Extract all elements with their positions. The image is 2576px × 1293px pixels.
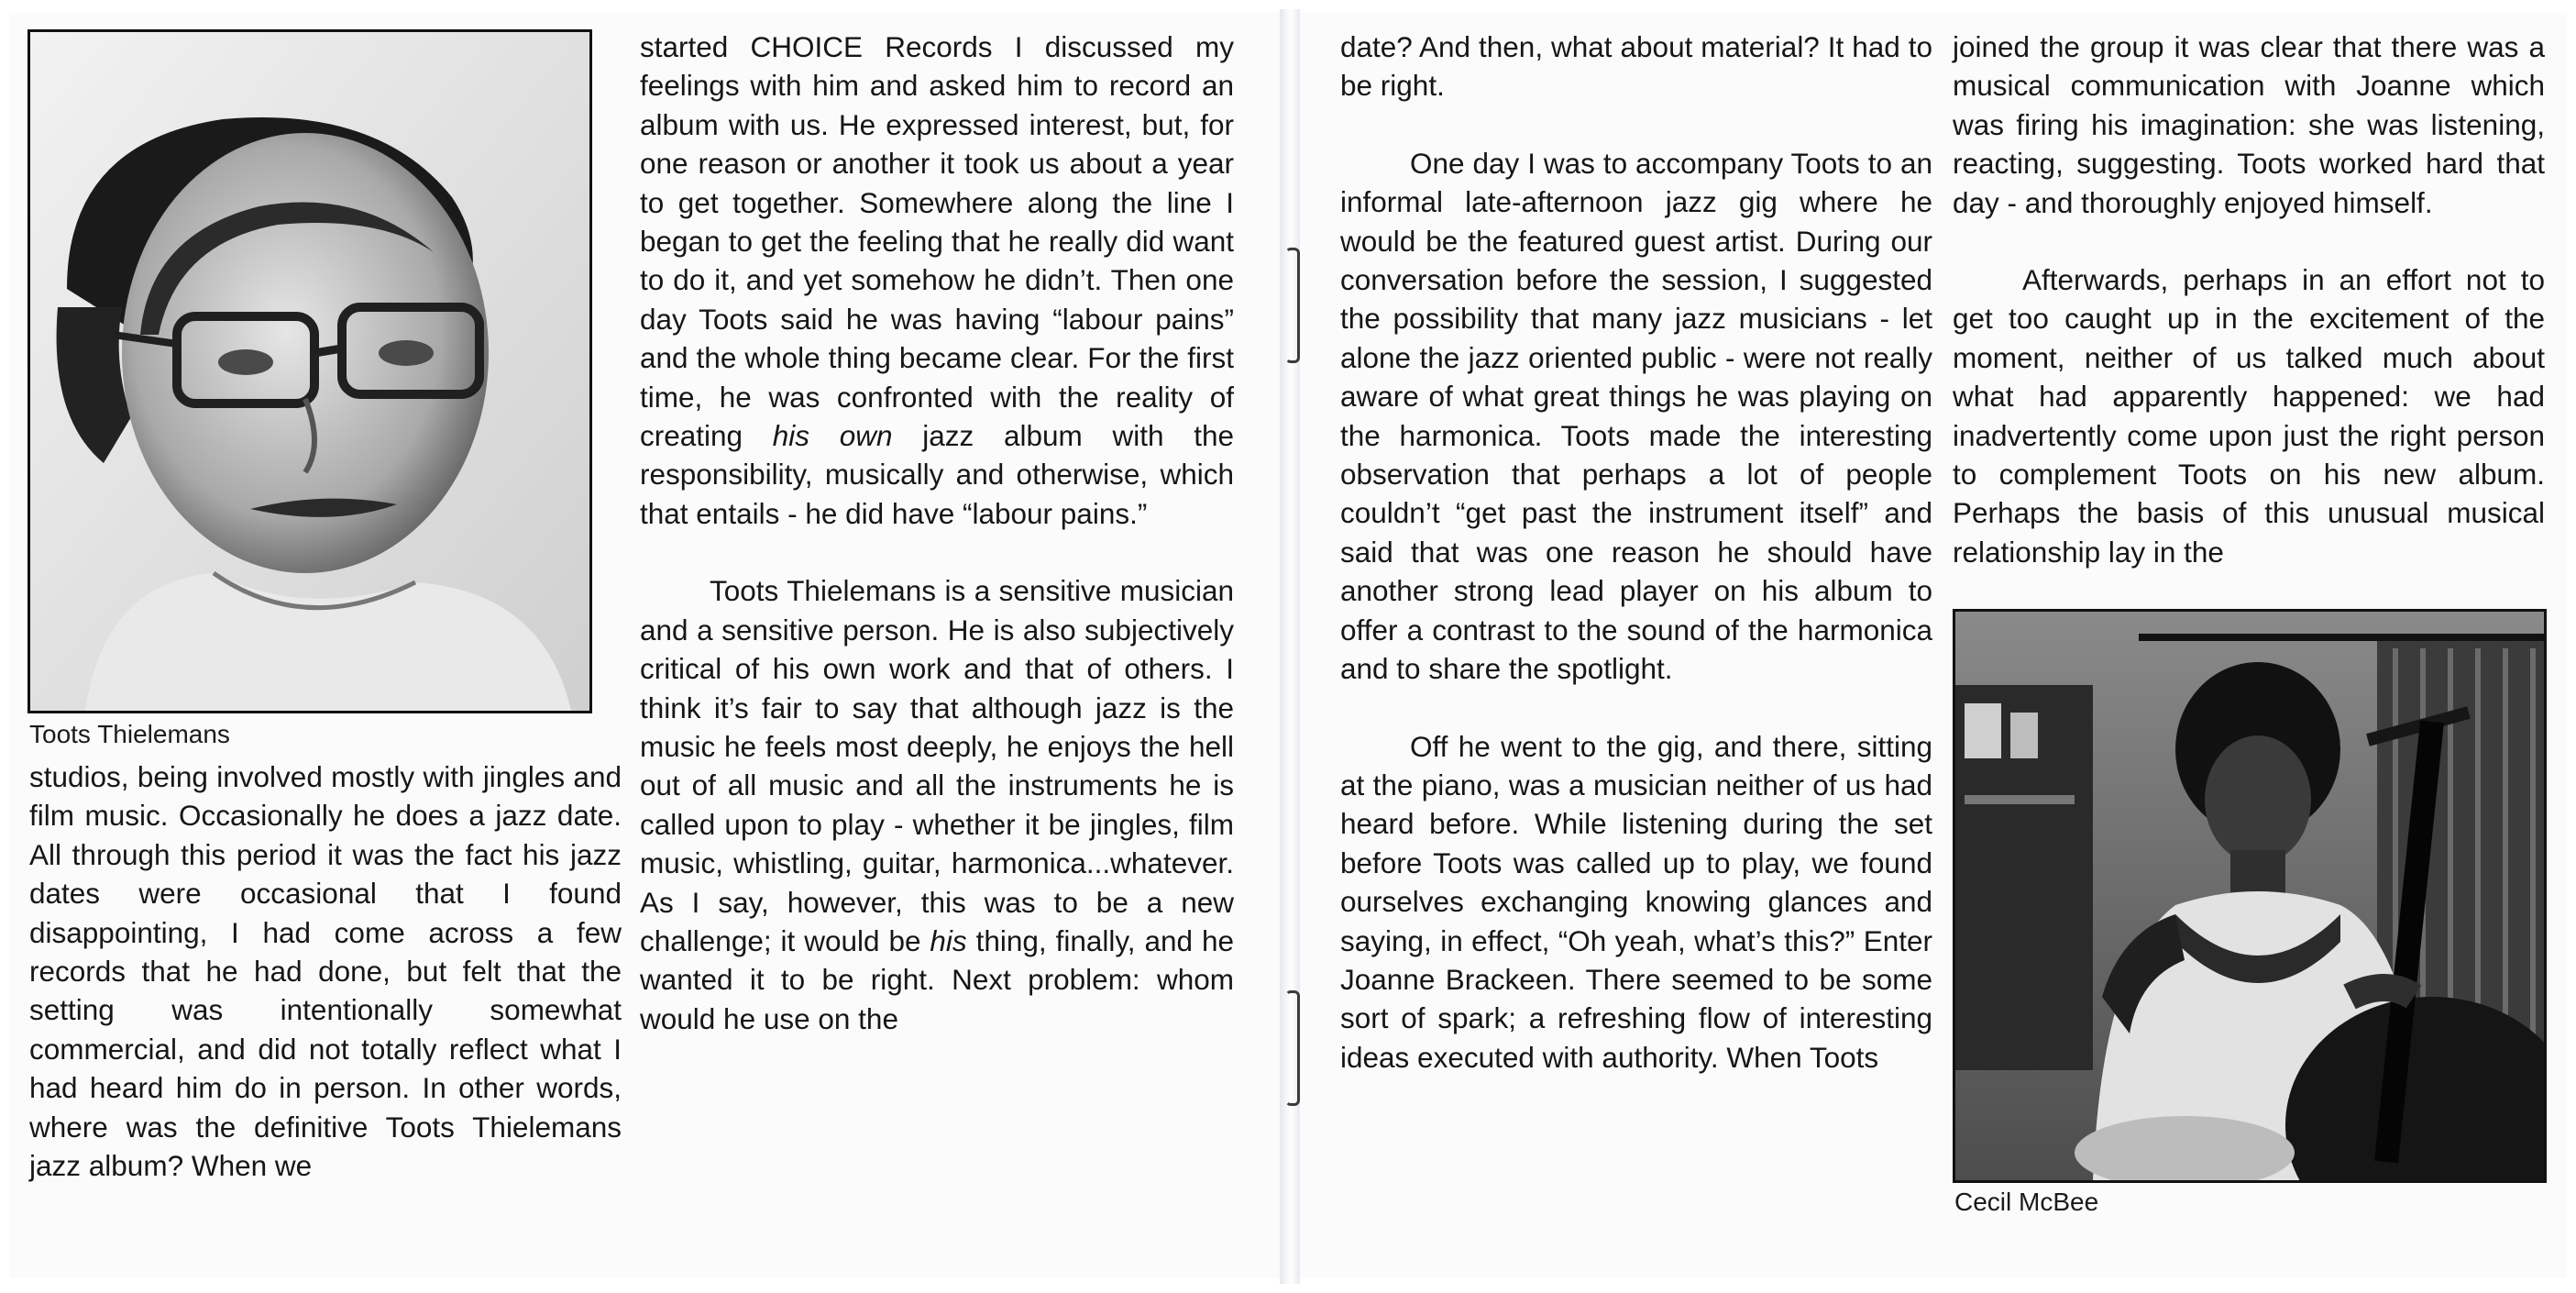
paragraph: One day I was to accompany Toots to an informal late-afternoon jazz gig where he would be the featured guest artist. During our conversation before the session, I suggested the possibility that many jazz musicians - let alone the jazz oriented public - were not really aware of what great things he was playing on the harmonica. Toots made the interesting observation that perhaps a lot of people couldn’t “get past the instrument itself” and said that was one reason he should have another strong lead player on his album to offer a contrast to the sound of the harmonica and to share the spotlight. xyxy=(1340,146,1932,686)
article-column-2 xyxy=(640,28,1234,1038)
photo-caption-toots: Toots Thielemans xyxy=(29,720,230,748)
emphasis-text: his own xyxy=(772,419,893,453)
staple-top xyxy=(1285,248,1300,363)
article-column-1 xyxy=(29,757,622,1185)
text-run: Toots Thielemans is a sensitive musician and a sensitive person. He is also subjectively critical of his own work and that of others. I think it’s fair to say that although jazz is the music he feels most deeply, he enjoys the hell out of all music and all the instruments he is called upon to play - whether it be jingles, film music, whistling, guitar, harmonica...whatever. As I say, however, this was to be a new challenge; it would be xyxy=(640,574,1234,957)
text-run: thing, finally, and he wanted it to be right. Next problem: whom would he use on the xyxy=(640,923,1234,1035)
bassist-illustration xyxy=(1955,612,2544,1180)
paragraph: date? And then, what about material? It had to be right. xyxy=(1340,30,1932,103)
portrait-illustration xyxy=(30,32,589,711)
paragraph: studios, being involved mostly with jingles and film music. Occasionally he does a jazz date. All through this period it was the fact his jazz dates were occasional that I found disappointing, I had come across a few records that he had done, but felt that the setting was intentionally somewhat commercial, and did not totally reflect what I had heard him do in person. In other words, where was the definitive Toots Thielemans jazz album? When we xyxy=(29,760,622,1183)
paragraph xyxy=(640,28,1234,533)
paragraph: Afterwards, perhaps in an effort not to get too caught up in the excitement of the moment, neither of us talked much about what had apparently happened: we had inadvertently come upon just the right person to complement Toots on his new album. Perhaps the basis of this unusual musical relationship lay in the xyxy=(1953,263,2545,569)
text-run: started CHOICE Records I discussed my feelings with him and asked him to record an album with us. He expressed interest, but, for one reason or another it took us about a year to get together. Somewhere along the line I began to get the feeling that he really did want to do it, and yet somehow he didn’t. Then one day Toots said he was having “labour pains” and the whole thing became clear. For the first time, he was confronted with the reality of creating xyxy=(640,30,1234,453)
staple-bottom xyxy=(1285,990,1300,1106)
paragraph xyxy=(640,571,1234,1038)
cecil-mcbee-photo xyxy=(1953,609,2547,1183)
emphasis-text: his xyxy=(930,923,967,957)
paragraph: joined the group it was clear that there was a musical communication with Joanne which was firing his imagination: she was listening, reacting, suggesting. Toots worked hard that day - and thoroughly enjoyed himself. xyxy=(1953,30,2545,219)
article-column-3 xyxy=(1340,28,1932,1077)
text-run: jazz album with the responsibility, musically and otherwise, which that entails - he did have “labour pains.” xyxy=(640,419,1234,530)
toots-thielemans-photo xyxy=(28,29,592,713)
photo-caption-cecil: Cecil McBee xyxy=(1954,1188,2099,1216)
paragraph: Off he went to the gig, and there, sitting at the piano, was a musician neither of us had heard before. While listening during the set before Toots was called up to play, we found ourselves exchanging knowing glances and saying, in effect, “Oh yeah, what’s this?” Enter Joanne Brackeen. There seemed to be some sort of spark; a refreshing flow of interesting ideas executed with authority. When Toots xyxy=(1340,729,1932,1074)
article-column-4 xyxy=(1953,28,2545,571)
